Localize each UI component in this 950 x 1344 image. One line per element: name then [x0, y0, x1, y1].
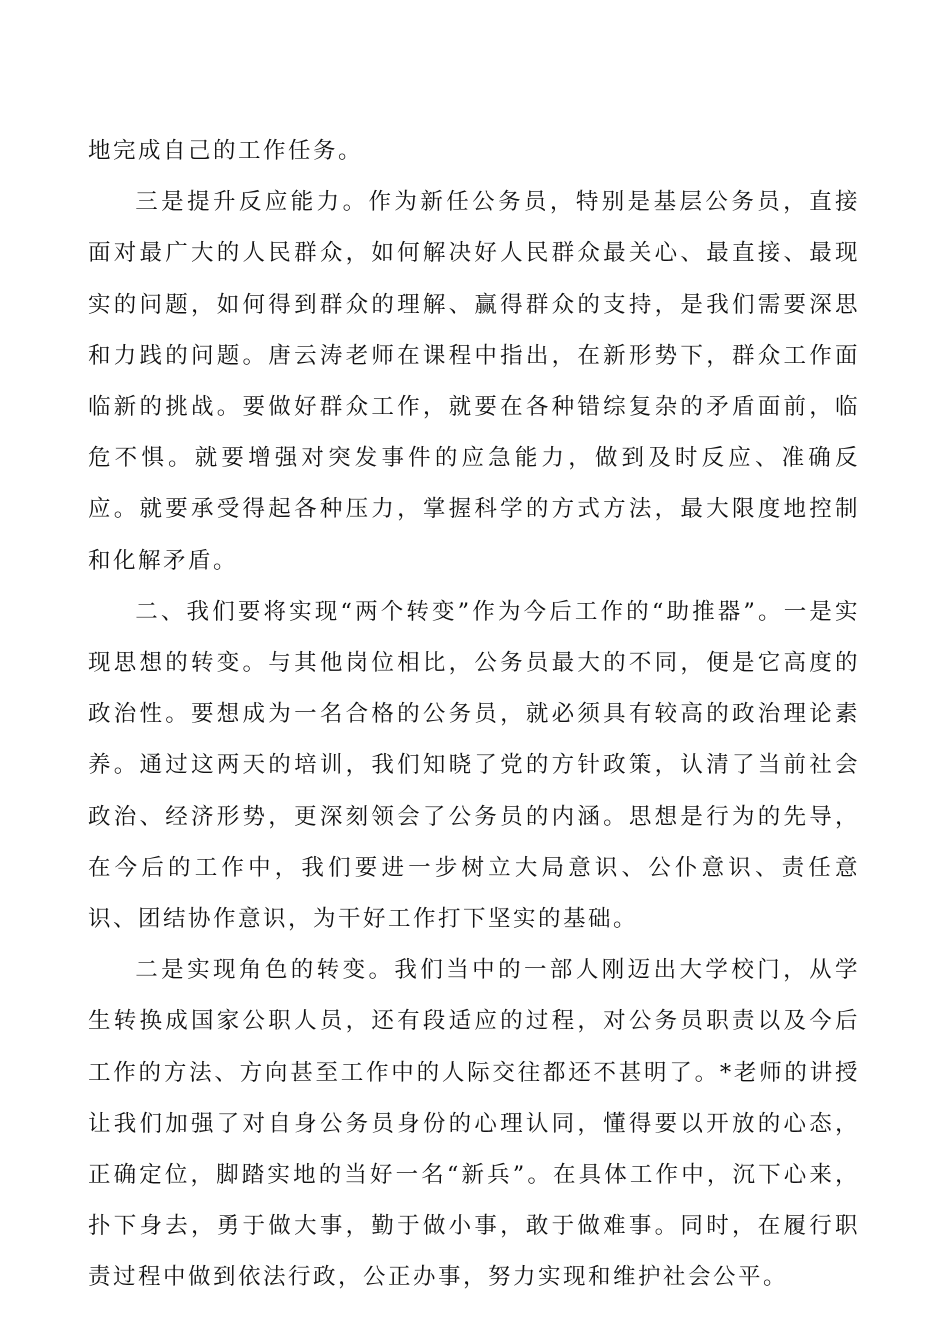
document-page [88, 126, 860, 1304]
paragraph-continuation: 地完成自己的工作任务。 [88, 138, 364, 164]
paragraph-two-transformations: 二、我们要将实现“两个转变”作为今后工作的“助推器”。一是实现思想的转变。与其他岗位相比，公务员最大的不同，便是它高度的政治性。要想成为一名合格的公务员，就必须具有较高的政治理论素养。通过这两天的培训，我们知晓了党的方针政策，认清了当前社会政治、经济形势，更深刻领会了公务员的内涵。思想是行为的先导，在今后的工作中，我们要进一步树立大局意识、公仆意识、责任意识、团结协作意识，为干好工作打下坚实的基础。 [88, 598, 860, 933]
paragraph-response-ability: 三是提升反应能力。作为新任公务员，特别是基层公务员，直接面对最广大的人民群众，如何解决好人民群众最关心、最直接、最现实的问题，如何得到群众的理解、赢得群众的支持，是我们需要深思和力践的问题。唐云涛老师在课程中指出，在新形势下，群众工作面临新的挑战。要做好群众工作，就要在各种错综复杂的矛盾面前，临危不惧。就要增强对突发事件的应急能力，做到及时反应、准确反应。就要承受得起各种压力，掌握科学的方式方法，最大限度地控制和化解矛盾。 [88, 189, 860, 574]
paragraph-role-transformation: 二是实现角色的转变。我们当中的一部人刚迈出大学校门，从学生转换成国家公职人员，还有段适应的过程，对公务员职责以及今后工作的方法、方向甚至工作中的人际交往都还不甚明了。*老师的讲授让我们加强了对自身公务员身份的心理认同，懂得要以开放的心态，正确定位，脚踏实地的当好一名“新兵”。在具体工作中，沉下心来，扑下身去，勇于做大事，勤于做小事，敢于做难事。同时，在履行职责过程中做到依法行政，公正办事，努力实现和维护社会公平。 [88, 957, 860, 1291]
